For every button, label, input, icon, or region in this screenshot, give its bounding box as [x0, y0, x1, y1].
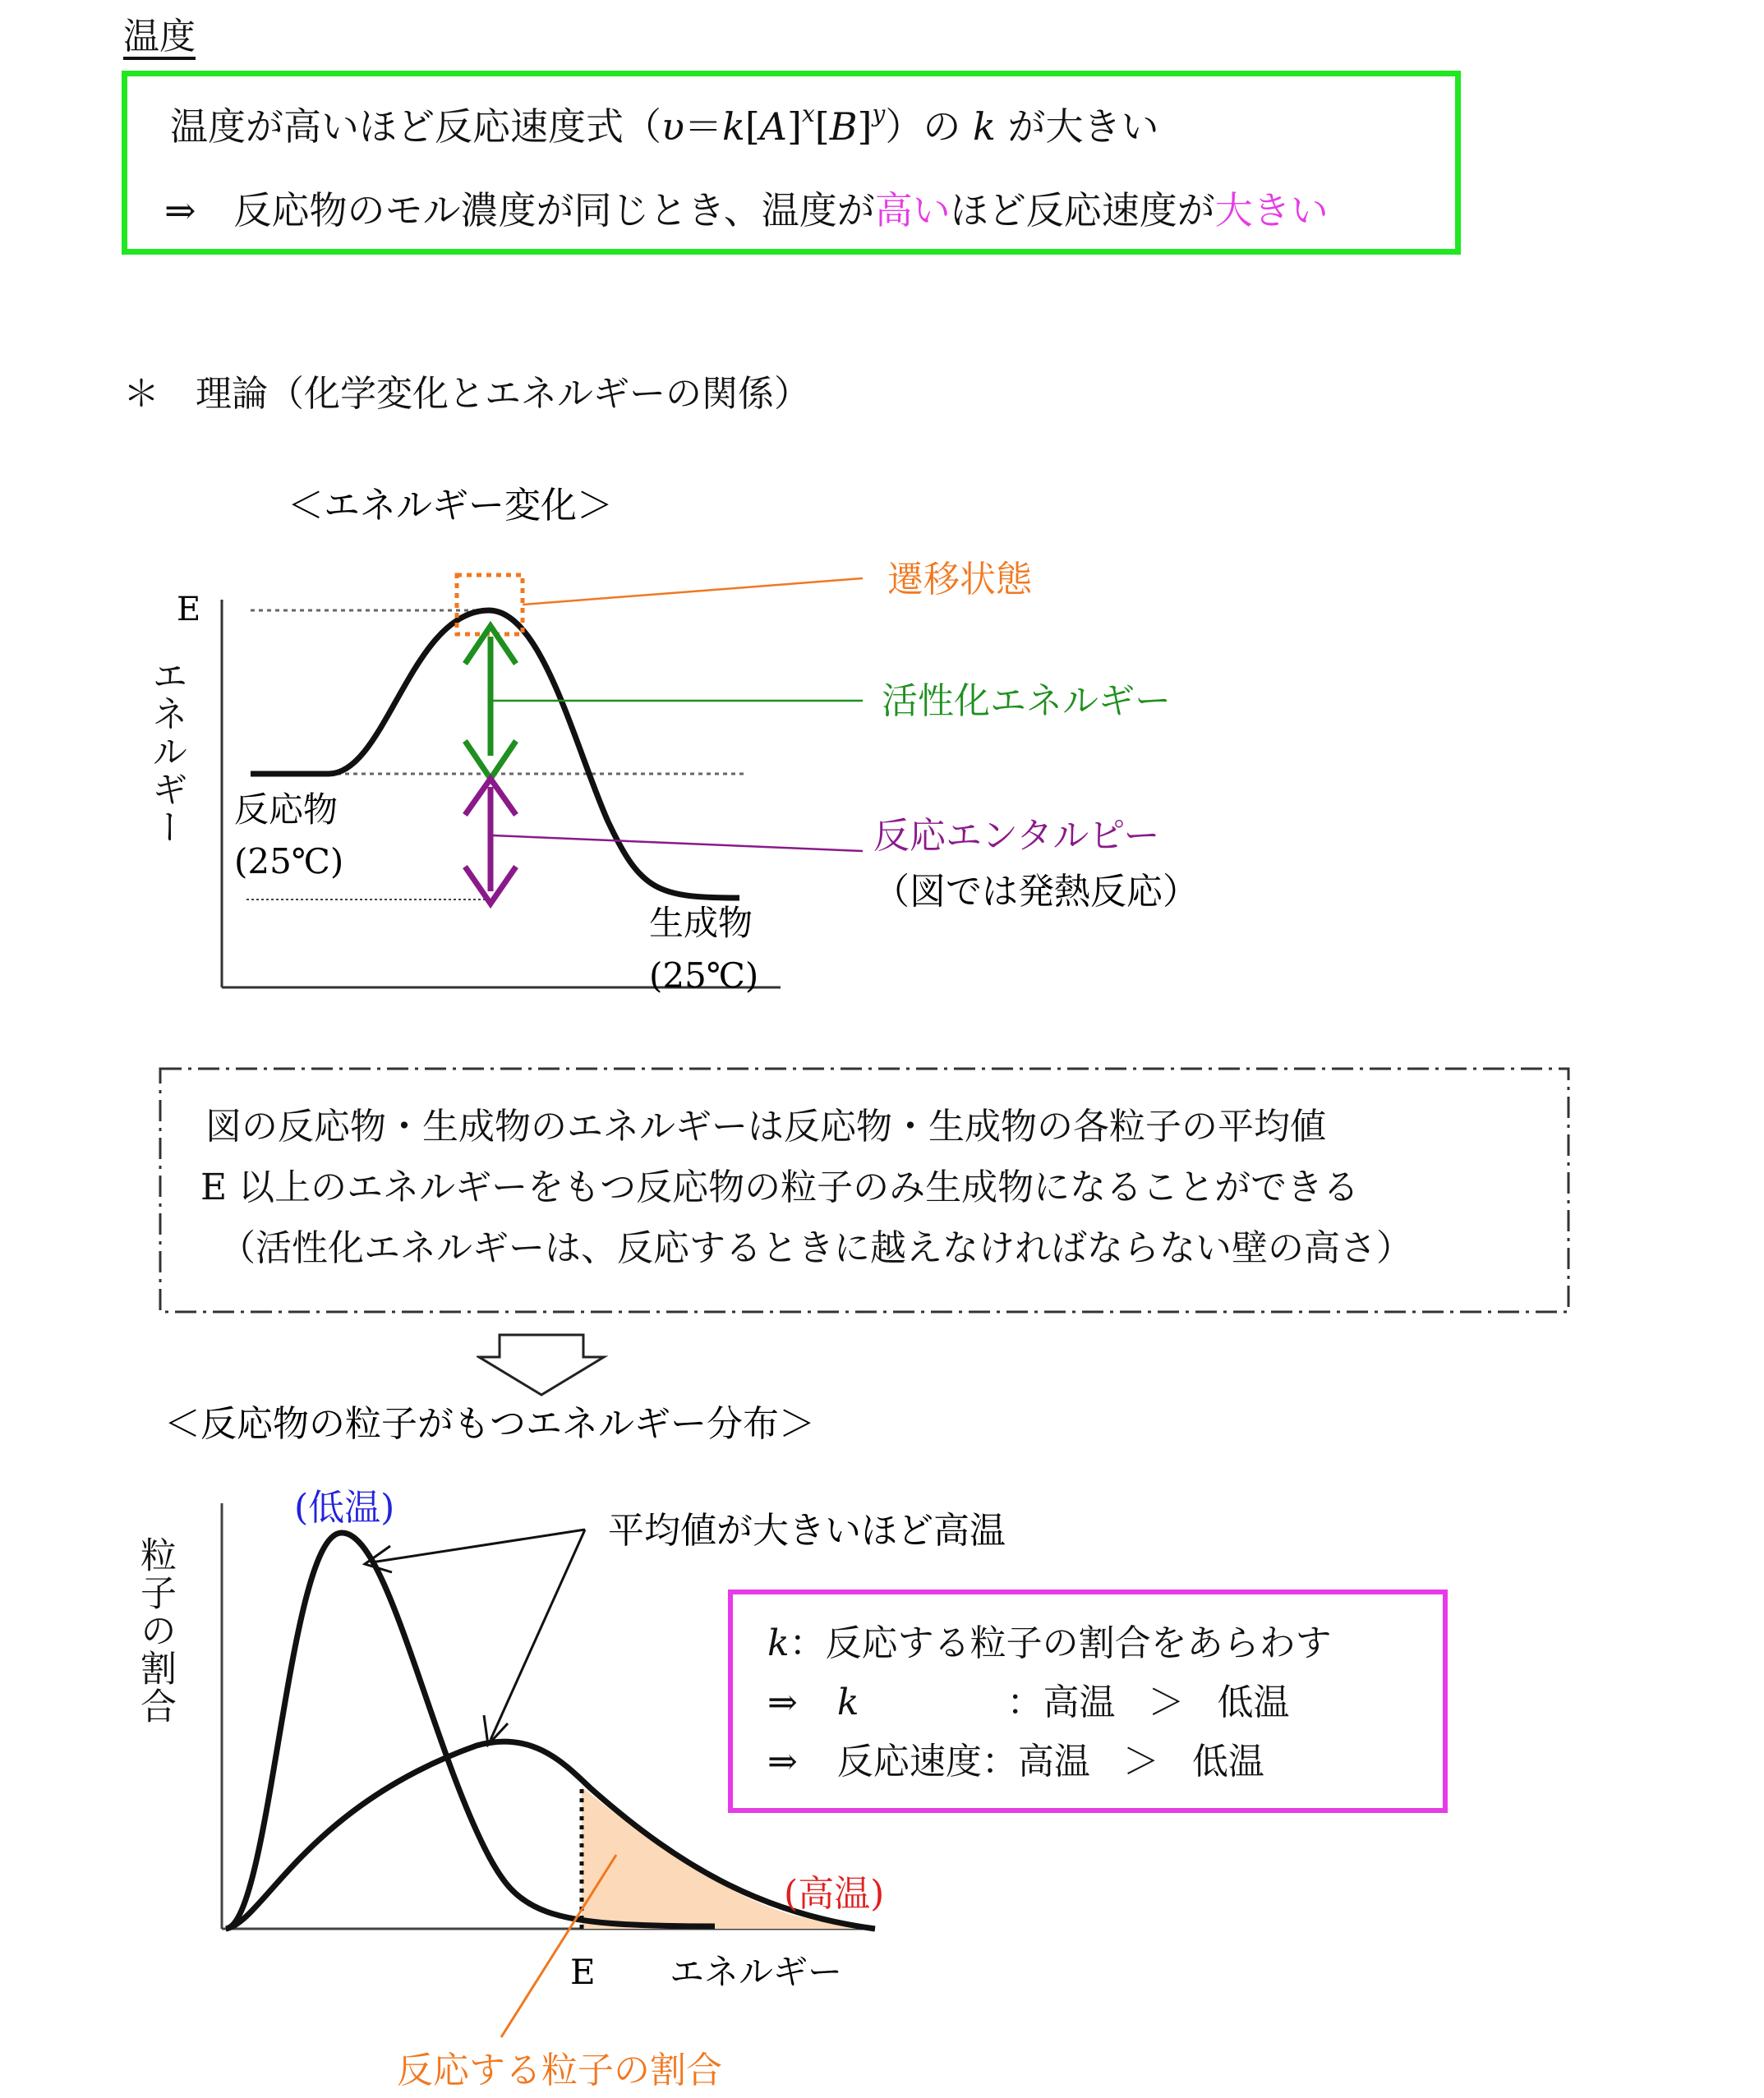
line2-big: 大きい: [1214, 188, 1329, 232]
line1-pre: 温度が高いほど反応速度式（: [170, 104, 661, 149]
e-label: E: [177, 591, 201, 628]
section-title: 温度: [123, 16, 196, 58]
rate-line3-low: 低温: [1191, 1741, 1264, 1783]
energy-diagram: [0, 476, 1764, 1051]
rate-line3-colon: ：: [981, 1741, 1018, 1783]
rate-line2-low: 低温: [1217, 1682, 1290, 1723]
line2-a: ⇒ 反応物のモル濃度が同じとき、温度が: [164, 188, 875, 232]
reactant-temp: (25℃): [234, 841, 344, 881]
green-box-line-1: [170, 100, 1159, 149]
rate-line3-gt: ＞: [1122, 1741, 1159, 1783]
high-temp-label: (高温): [784, 1873, 885, 1915]
rate-line3-arrow: ⇒: [767, 1741, 798, 1783]
energy-y-axis-label: エネルギー: [145, 657, 187, 846]
line1-end: が大きい: [1007, 104, 1159, 149]
eq-lb2: [: [814, 104, 830, 149]
eq-b: B: [829, 104, 858, 149]
reactant-label: 反応物: [234, 789, 339, 830]
rate-line1-text: ：反応する粒子の割合をあらわす: [789, 1622, 1332, 1664]
theory-heading: ＊ 理論（化学変化とエネルギーの関係）: [123, 373, 810, 415]
transition-state-leader: [523, 578, 863, 605]
eq-x: x: [801, 100, 815, 127]
reaction-enthalpy-label: 反応エンタルピー: [873, 815, 1160, 857]
explanation-line-1: 図の反応物・生成物のエネルギーは反応物・生成物の各粒子の平均値: [205, 1106, 1326, 1148]
rate-line2-gt: ＞: [1148, 1682, 1185, 1723]
fraction-label: 反応する粒子の割合: [397, 2050, 722, 2091]
mean-note: 平均値が大きいほど高温: [608, 1510, 1006, 1552]
rate-line3-label: 反応速度: [836, 1741, 982, 1783]
explanation-line-2: E 以上のエネルギーをもつ反応物の粒子のみ生成物になることができる: [200, 1166, 1360, 1208]
low-temp-label: (低温): [294, 1487, 395, 1529]
green-summary-box: [122, 71, 1461, 255]
rate-summary-box: [728, 1590, 1448, 1813]
explanation-line-3: （活性化エネルギーは、反応するときに越えなければならない壁の高さ）: [219, 1227, 1412, 1269]
eq-k: k: [721, 104, 745, 149]
eq-lb1: [: [744, 104, 760, 149]
eq-a: A: [759, 104, 788, 149]
eq-v: υ: [661, 104, 684, 149]
eq-rb1: ]: [787, 104, 802, 149]
rate-line1-k: k: [767, 1622, 790, 1664]
line2-high: 高い: [874, 188, 951, 232]
rate-line3-high: 高温: [1017, 1741, 1090, 1783]
line1-k: k: [972, 104, 996, 149]
fraction-leader: [501, 1855, 616, 2037]
line1-post: ）の: [885, 104, 961, 149]
note-arrow-line-1: [371, 1530, 585, 1562]
dist-x-axis-label: エネルギー: [670, 1952, 843, 1992]
rate-line2-colon: ：: [1006, 1682, 1043, 1723]
rate-line2-k: k: [836, 1682, 859, 1723]
enthalpy-leader: [493, 835, 863, 851]
activation-energy-label: 活性化エネルギー: [882, 680, 1171, 722]
enthalpy-note: （図では発熱反応）: [873, 871, 1199, 913]
energy-diagram-title: ＜エネルギー変化＞: [288, 485, 613, 527]
eq-eq: ＝: [684, 104, 722, 149]
product-temp: (25℃): [649, 955, 759, 996]
explanation-box: [158, 1066, 1571, 1314]
note-arrow-line-2: [491, 1530, 585, 1740]
dist-e-label: E: [570, 1952, 596, 1992]
rate-line2-arrow: ⇒: [767, 1682, 798, 1723]
green-box-line-2: [164, 188, 1329, 232]
dist-y-axis-label: 粒子の割合: [134, 1536, 176, 1725]
product-label: 生成物: [649, 903, 753, 943]
transition-state-label: 遷移状態: [887, 559, 1032, 600]
eq-y: y: [872, 100, 886, 127]
line2-b: ほど反応速度が: [950, 188, 1215, 232]
rate-line-3: [767, 1741, 1264, 1783]
rate-line2-high: 高温: [1043, 1682, 1116, 1723]
rate-line-2: [767, 1682, 1290, 1723]
distribution-title: ＜反応物の粒子がもつエネルギー分布＞: [164, 1403, 815, 1445]
eq-rb2: ]: [857, 104, 873, 149]
rate-line-1: [767, 1622, 1332, 1664]
